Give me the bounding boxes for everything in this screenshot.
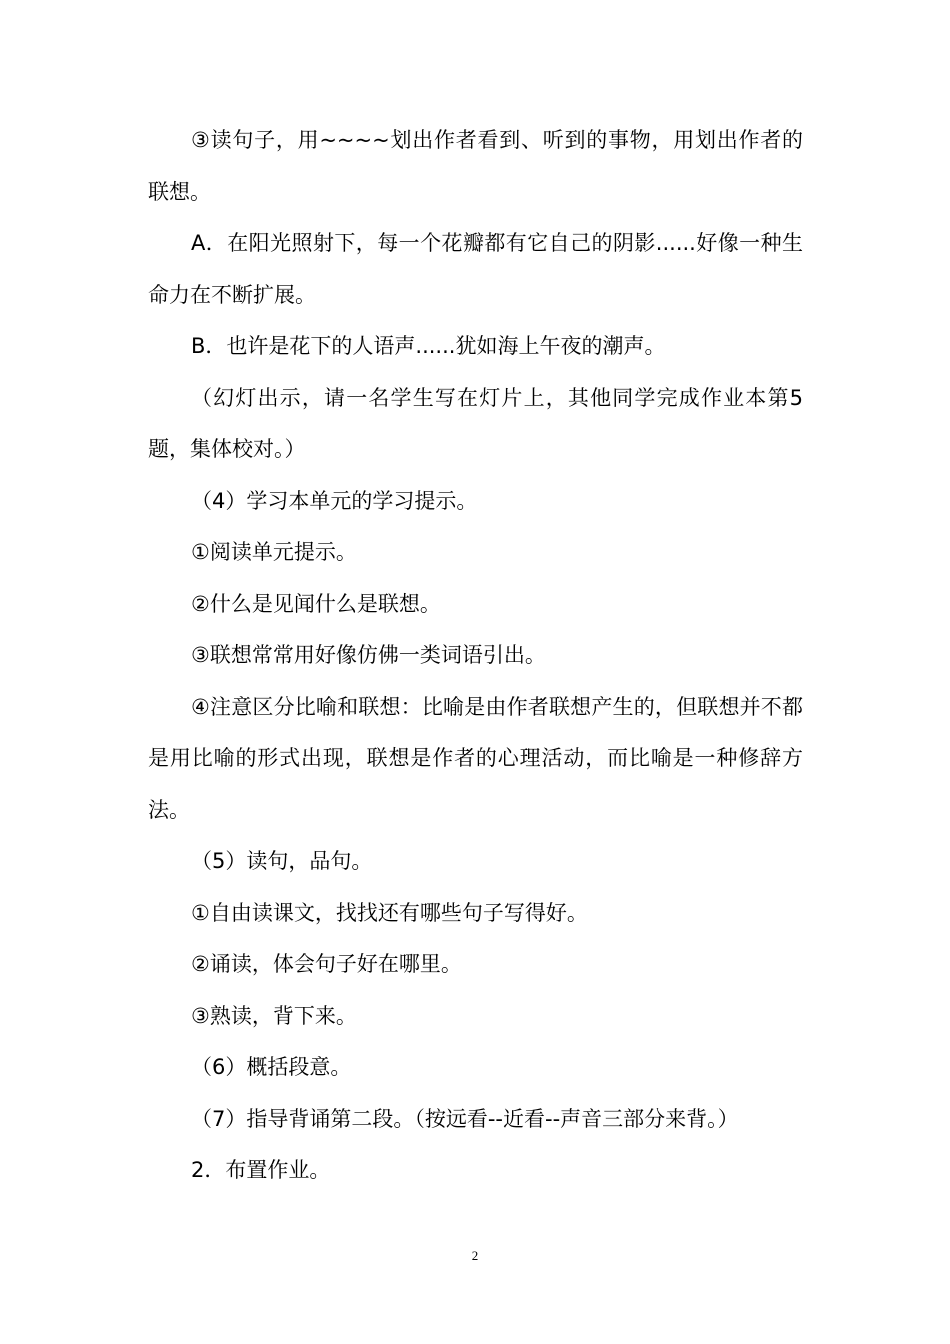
paragraph: B．也许是花下的人语声......犹如海上午夜的潮声。 [191,334,666,358]
paragraph: 2．布置作业。 [191,1158,331,1182]
page-number: 2 [471,1248,479,1263]
paragraph: （6）概括段意。 [191,1055,352,1079]
paragraph: ③读句子，用~~~~划出作者看到、听到的事物，用划出作者的联想。 [148,128,803,204]
paragraph: ①自由读课文，找找还有哪些句子写得好。 [191,900,588,925]
paragraph: ②诵读，体会句子好在哪里。 [191,952,462,976]
paragraph: （7）指导背诵第二段。（按远看--近看--声音三部分来背。） [191,1106,739,1131]
paragraph: ②什么是见闻什么是联想。 [191,591,441,616]
paragraph: ③熟读，背下来。 [191,1003,357,1028]
paragraph: ③联想常常用好像仿佛一类词语引出。 [191,643,546,667]
paragraph: （5）读句，品句。 [191,849,373,873]
document-body [148,115,803,1197]
paragraph: （4）学习本单元的学习提示。 [191,488,478,513]
paragraph: ④注意区分比喻和联想：比喻是由作者联想产生的，但联想并不都是用比喻的形式出现，联想是作者的心理活动，而比喻是一种修辞方法。 [148,694,803,822]
paragraph: ①阅读单元提示。 [191,540,357,564]
paragraph: （幻灯出示，请一名学生写在灯片上，其他同学完成作业本第5题，集体校对。） [148,385,803,461]
paragraph: A．在阳光照射下，每一个花瓣都有它自己的阴影......好像一种生命力在不断扩展。 [148,231,803,307]
